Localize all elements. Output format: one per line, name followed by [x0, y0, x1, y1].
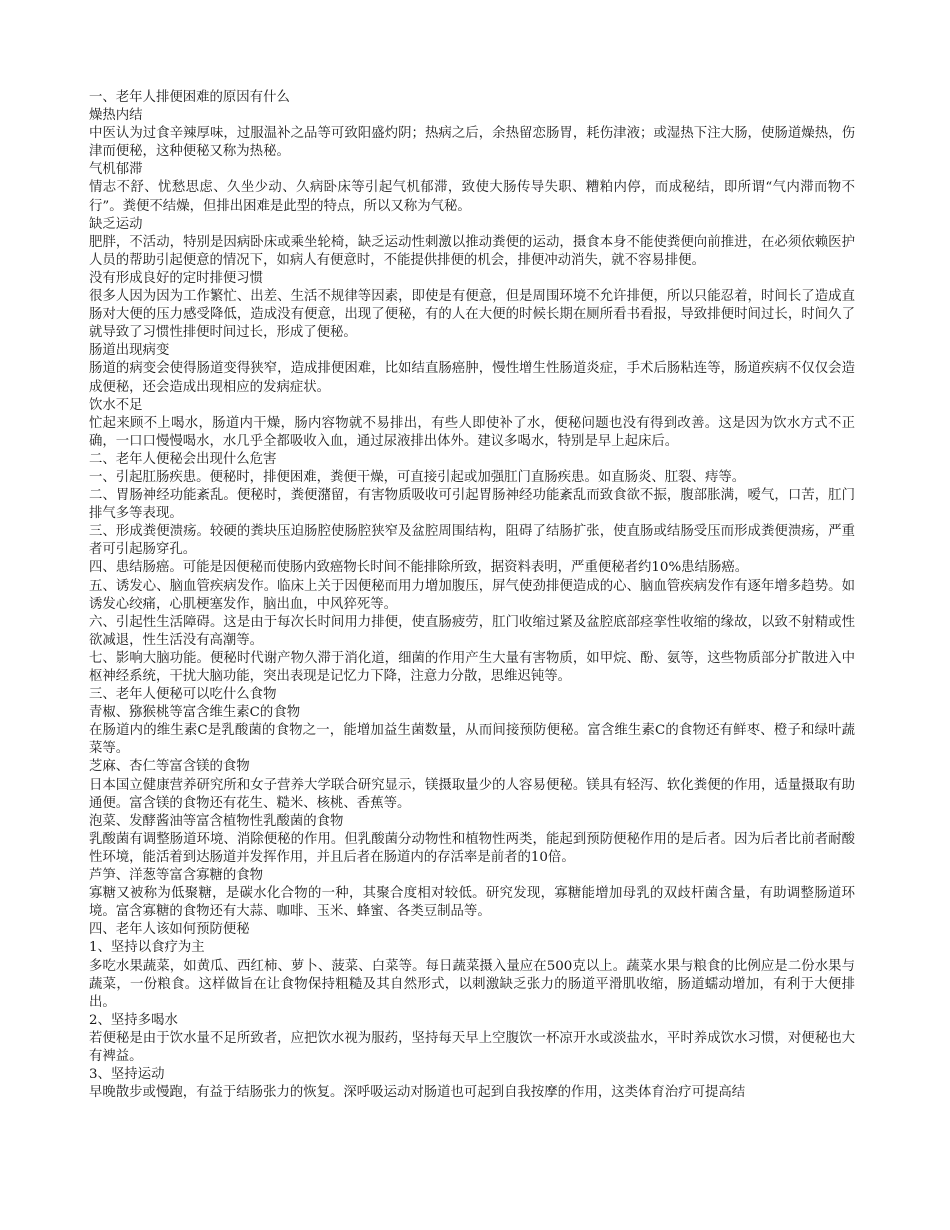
- paragraph: 没有形成良好的定时排便习惯: [89, 270, 264, 286]
- paragraph: 三、形成粪便溃疡。较硬的粪块压迫肠腔使肠腔狭窄及盆腔周围结构，阻碍了结肠扩张，使直肠或结肠受压而形成粪便溃疡，严重者可引起肠穿孔。: [89, 524, 855, 558]
- paragraph: 肠道的病变会使得肠道变得狭窄，造成排便困难，比如结直肠癌肿，慢性增生性肠道炎症，手术后肠粘连等，肠道疾病不仅仅会造成便秘，还会造成出现相应的发病症状。: [89, 361, 855, 395]
- paragraph: 肠道出现病变: [89, 343, 170, 359]
- paragraph: 二、老年人便秘会出现什么危害: [89, 451, 277, 467]
- paragraph: 三、老年人便秘可以吃什么食物: [89, 687, 277, 703]
- paragraph: 乳酸菌有调整肠道环境、消除便秘的作用。但乳酸菌分动物性和植物性两类，能起到预防便秘作用的是后者。因为后者比前者耐酸性环境，能活着到达肠道并发挥作用，并且后者在肠道内的存活率是前者的10倍。: [89, 831, 855, 865]
- paragraph: 芝麻、杏仁等富含镁的食物: [89, 759, 250, 775]
- paragraph: 四、老年人该如何预防便秘: [89, 922, 250, 938]
- paragraph: 六、引起性生活障碍。这是由于每次长时间用力排便，使直肠疲劳，肛门收缩过紧及盆腔底部痉挛性收缩的缘故，以致不射精或性欲减退，性生活没有高潮等。: [89, 614, 855, 648]
- paragraph: 肥胖，不活动，特别是因病卧床或乘坐轮椅，缺乏运动性刺激以推动粪便的运动，摄食本身不能使粪便向前推进，在必须依赖医护人员的帮助引起便意的情况下，如病人有便意时，不能提供排便的机会，排便冲动消失，就不容易排便。: [89, 234, 855, 268]
- paragraph: 日本国立健康营养研究所和女子营养大学联合研究显示，镁摄取量少的人容易便秘。镁具有轻泻、软化粪便的作用，适量摄取有助通便。富含镁的食物还有花生、糙米、核桃、香蕉等。: [89, 777, 855, 811]
- paragraph: 3、坚持运动: [89, 1067, 165, 1083]
- document-body: [89, 89, 855, 1102]
- paragraph: 二、胃肠神经功能紊乱。便秘时，粪便潴留，有害物质吸收可引起胃肠神经功能紊乱而致食欲不振，腹部胀满，嗳气，口苦，肛门排气多等表现。: [89, 488, 855, 522]
- paragraph: 寡糖又被称为低聚糖，是碳水化合物的一种，其聚合度相对较低。研究发现，寡糖能增加母乳的双歧杆菌含量，有助调整肠道环境。富含寡糖的食物还有大蒜、咖啡、玉米、蜂蜜、各类豆制品等。: [89, 886, 855, 920]
- paragraph: 气机郁滞: [89, 162, 143, 178]
- paragraph: 五、诱发心、脑血管疾病发作。临床上关于因便秘而用力增加腹压，屏气使劲排便造成的心、脑血管疾病发作有逐年增多趋势。如诱发心绞痛，心肌梗塞发作，脑出血，中风猝死等。: [89, 578, 855, 612]
- paragraph: 泡菜、发酵酱油等富含植物性乳酸菌的食物: [89, 813, 344, 829]
- paragraph: 2、坚持多喝水: [89, 1012, 178, 1028]
- paragraph: 芦笋、洋葱等富含寡糖的食物: [89, 868, 264, 884]
- paragraph: 燥热内结: [89, 108, 143, 124]
- paragraph: 中医认为过食辛辣厚味，过服温补之品等可致阳盛灼阴；热病之后，余热留恋肠胃，耗伤津液；或湿热下注大肠，使肠道燥热，伤津而便秘，这种便秘又称为热秘。: [89, 126, 855, 160]
- paragraph: 多吃水果蔬菜，如黄瓜、西红柿、萝卜、菠菜、白菜等。每日蔬菜摄入量应在500克以上。蔬菜水果与粮食的比例应是二份水果与蔬菜，一份粮食。这样做旨在让食物保持粗糙及其自然形式，以刺激缺乏张力的肠道平滑肌收缩，肠道蠕动增加，有利于大便排出。: [89, 958, 855, 1010]
- paragraph: 在肠道内的维生素C是乳酸菌的食物之一，能增加益生菌数量，从而间接预防便秘。富含维生素C的食物还有鲜枣、橙子和绿叶蔬菜等。: [89, 723, 855, 757]
- paragraph: 青椒、猕猴桃等富含维生素C的食物: [89, 705, 301, 721]
- paragraph: 饮水不足: [89, 397, 143, 413]
- paragraph: 七、影响大脑功能。便秘时代谢产物久滞于消化道，细菌的作用产生大量有害物质，如甲烷、酚、氨等，这些物质部分扩散进入中枢神经系统，干扰大脑功能，突出表现是记忆力下降，注意力分散，思维迟钝等。: [89, 650, 855, 684]
- paragraph: 一、老年人排便困难的原因有什么: [89, 90, 290, 105]
- paragraph: 缺乏运动: [89, 216, 143, 232]
- paragraph: 很多人因为因为工作繁忙、出差、生活不规律等因素，即使是有便意，但是周围环境不允许排便，所以只能忍着，时间长了造成直肠对大便的压力感受降低，造成没有便意，出现了便秘，有的人在大便的时候长期在厕所看书看报，导致排便时间过长，时间久了就导致了习惯性排便时间过长，形成了便秘。: [89, 289, 855, 341]
- paragraph: 1、坚持以食疗为主: [89, 940, 205, 956]
- paragraph: 早晚散步或慢跑，有益于结肠张力的恢复。深呼吸运动对肠道也可起到自我按摩的作用，这类体育治疗可提高结: [89, 1085, 746, 1101]
- paragraph: 若便秘是由于饮水量不足所致者，应把饮水视为服药，坚持每天早上空腹饮一杯凉开水或淡盐水，平时养成饮水习惯，对便秘也大有裨益。: [89, 1030, 855, 1064]
- paragraph: 四、患结肠癌。可能是因便秘而使肠内致癌物长时间不能排除所致，据资料表明，严重便秘者约10%患结肠癌。: [89, 560, 749, 576]
- paragraph: 一、引起肛肠疾患。便秘时，排便困难，粪便干燥，可直接引起或加强肛门直肠疾患。如直肠炎、肛裂、痔等。: [89, 469, 746, 485]
- paragraph: 忙起来顾不上喝水，肠道内干燥，肠内容物就不易排出，有些人即使补了水，便秘问题也没有得到改善。这是因为饮水方式不正确，一口口慢慢喝水，水几乎全都吸收入血，通过尿液排出体外。建议多喝水，特别是早上起床后。: [89, 415, 855, 449]
- paragraph: 情志不舒、忧愁思虑、久坐少动、久病卧床等引起气机郁滞，致使大肠传导失职、糟粕内停，而成秘结，即所谓“气内滞而物不行”。粪便不结燥，但排出困难是此型的特点，所以又称为气秘。: [89, 180, 855, 214]
